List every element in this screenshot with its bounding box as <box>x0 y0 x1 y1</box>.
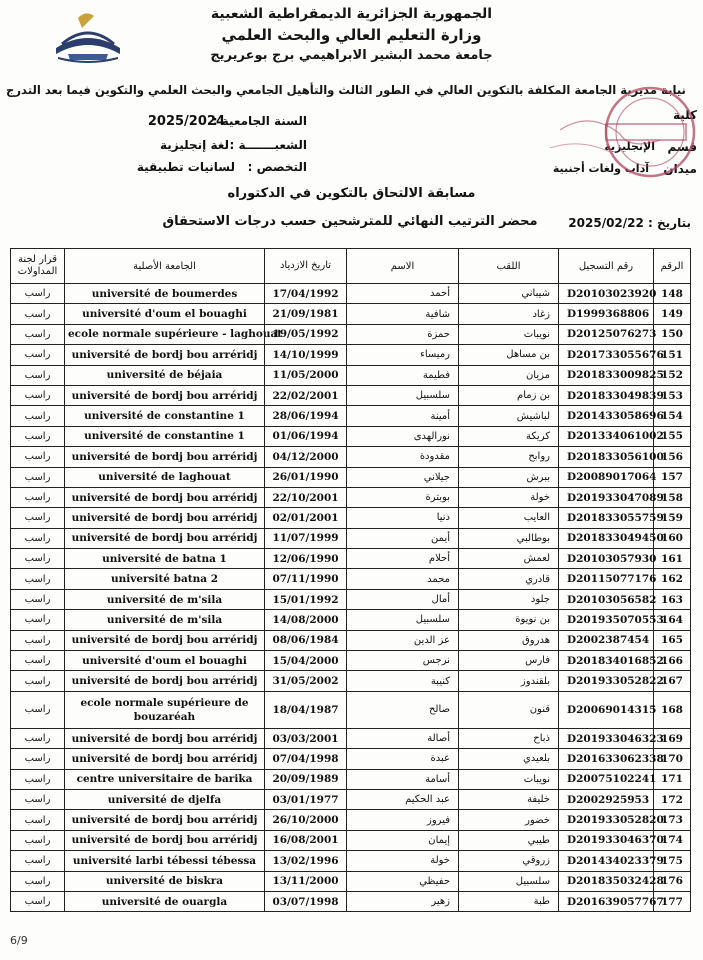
university-cell: université de bordj bou arréridj <box>65 810 265 830</box>
last-name-cell: مزيان <box>459 365 559 385</box>
registration-cell: D2002925953 <box>559 789 654 809</box>
table-row <box>11 749 691 769</box>
last-name-cell: زروقي <box>459 851 559 871</box>
decision-cell: راسب <box>11 549 65 569</box>
table-row <box>11 345 691 365</box>
university-cell: université de bordj bou arréridj <box>65 447 265 467</box>
header-decision: قرار لجنة المداولات <box>11 249 65 284</box>
first-name-cell: حفيظي <box>347 871 459 891</box>
rank-cell: 150 <box>654 324 691 344</box>
registration-cell: D1999368806 <box>559 304 654 324</box>
last-name-cell: ذباح <box>459 728 559 748</box>
decision-cell: راسب <box>11 467 65 487</box>
first-name-cell: فطيمة <box>347 365 459 385</box>
rank-cell: 159 <box>654 508 691 528</box>
last-name-cell: كريكة <box>459 426 559 446</box>
registration-cell: D201834016852 <box>559 651 654 671</box>
university-cell: université d'oum el bouaghi <box>65 651 265 671</box>
first-name-cell: أمال <box>347 589 459 609</box>
first-name-cell: كنيبة <box>347 671 459 691</box>
header-ministry: وزارة التعليم العالي والبحث العلمي <box>221 26 482 44</box>
last-name-cell: هدروق <box>459 630 559 650</box>
first-name-cell: جيلاني <box>347 467 459 487</box>
table-row <box>11 651 691 671</box>
rank-cell: 174 <box>654 830 691 850</box>
rank-cell: 158 <box>654 487 691 507</box>
rank-cell: 162 <box>654 569 691 589</box>
first-name-cell: عز الدين <box>347 630 459 650</box>
table-row <box>11 487 691 507</box>
rank-cell: 161 <box>654 549 691 569</box>
dob-cell: 11/05/2000 <box>265 365 347 385</box>
specialty-label: التخصص : <box>247 160 307 174</box>
last-name-cell: خليفة <box>459 789 559 809</box>
field-value: آداب ولغات أجنبية <box>552 162 649 175</box>
last-name-cell: لباشيش <box>459 406 559 426</box>
first-name-cell: حمزة <box>347 324 459 344</box>
rank-cell: 163 <box>654 589 691 609</box>
dob-cell: 14/10/1999 <box>265 345 347 365</box>
specialty-value: لسانيات تطبيقية <box>136 160 235 174</box>
university-cell: ecole normale supérieure de bouzaréah <box>65 691 265 728</box>
first-name-cell: رميساء <box>347 345 459 365</box>
last-name-cell: بلعيدي <box>459 749 559 769</box>
rank-cell: 166 <box>654 651 691 671</box>
university-cell: université de ouargla <box>65 891 265 911</box>
dob-cell: 17/04/1992 <box>265 284 347 304</box>
registration-cell: D201833049450 <box>559 528 654 548</box>
first-name-cell: أيمن <box>347 528 459 548</box>
competition-title: مسابقة الالتحاق بالتكوين في الدكتوراه <box>227 186 476 201</box>
first-name-cell: سلسبيل <box>347 385 459 405</box>
university-cell: université batna 2 <box>65 569 265 589</box>
dob-cell: 31/05/2002 <box>265 671 347 691</box>
header-first-name: الاسم <box>347 249 459 284</box>
last-name-cell: طيبي <box>459 830 559 850</box>
university-logo-icon <box>48 8 128 70</box>
decision-cell: راسب <box>11 447 65 467</box>
decision-cell: راسب <box>11 487 65 507</box>
first-name-cell: زهير <box>347 891 459 911</box>
table-row <box>11 589 691 609</box>
registration-cell: D201433058696 <box>559 406 654 426</box>
table-row <box>11 284 691 304</box>
table-row <box>11 385 691 405</box>
university-cell: université de bordj bou arréridj <box>65 749 265 769</box>
registration-cell: D201334061002 <box>559 426 654 446</box>
rank-cell: 168 <box>654 691 691 728</box>
dob-cell: 16/08/2001 <box>265 830 347 850</box>
registration-cell: D20115077176 <box>559 569 654 589</box>
decision-cell: راسب <box>11 810 65 830</box>
rank-cell: 149 <box>654 304 691 324</box>
university-cell: université de m'sila <box>65 589 265 609</box>
rank-cell: 164 <box>654 610 691 630</box>
decision-cell: راسب <box>11 385 65 405</box>
dob-cell: 22/02/2001 <box>265 385 347 405</box>
decision-cell: راسب <box>11 610 65 630</box>
decision-cell: راسب <box>11 728 65 748</box>
dob-cell: 04/12/2000 <box>265 447 347 467</box>
first-name-cell: خولة <box>347 851 459 871</box>
last-name-cell: بن نويوة <box>459 610 559 630</box>
registration-cell: D201733055676 <box>559 345 654 365</box>
rank-cell: 171 <box>654 769 691 789</box>
rank-cell: 148 <box>654 284 691 304</box>
table-row <box>11 304 691 324</box>
university-cell: université de bordj bou arréridj <box>65 385 265 405</box>
rank-cell: 177 <box>654 891 691 911</box>
dob-cell: 21/09/1981 <box>265 304 347 324</box>
decision-cell: راسب <box>11 671 65 691</box>
registration-cell: D201933052820 <box>559 810 654 830</box>
rank-cell: 172 <box>654 789 691 809</box>
ranking-table <box>10 248 691 912</box>
university-cell: université de boumerdes <box>65 284 265 304</box>
dob-cell: 19/05/1992 <box>265 324 347 344</box>
university-cell: université de bordj bou arréridj <box>65 630 265 650</box>
registration-cell: D20103056582 <box>559 589 654 609</box>
dob-cell: 28/06/1994 <box>265 406 347 426</box>
header-registration: رقم التسجيل <box>559 249 654 284</box>
last-name-cell: نويبات <box>459 769 559 789</box>
last-name-cell: سلسبيل <box>459 871 559 891</box>
dob-cell: 14/08/2000 <box>265 610 347 630</box>
dob-cell: 15/01/1992 <box>265 589 347 609</box>
last-name-cell: جلود <box>459 589 559 609</box>
registration-cell: D201935070553 <box>559 610 654 630</box>
first-name-cell: فيروز <box>347 810 459 830</box>
first-name-cell: عبدة <box>347 749 459 769</box>
academic-year-value: 2025/2024 <box>147 114 225 129</box>
table-row <box>11 406 691 426</box>
decision-cell: راسب <box>11 789 65 809</box>
registration-cell: D201933052822 <box>559 671 654 691</box>
table-body <box>11 284 691 912</box>
table-row <box>11 789 691 809</box>
header-university: جامعة محمد البشير الابراهيمي برج بوعريريج <box>210 48 493 63</box>
first-name-cell: بوبترة <box>347 487 459 507</box>
decision-cell: راسب <box>11 406 65 426</box>
rank-cell: 169 <box>654 728 691 748</box>
registration-cell: D201833056100 <box>559 447 654 467</box>
rank-cell: 153 <box>654 385 691 405</box>
last-name-cell: بن زمام <box>459 385 559 405</box>
dob-cell: 15/04/2000 <box>265 651 347 671</box>
last-name-cell: نويبات <box>459 324 559 344</box>
university-cell: université de béjaia <box>65 365 265 385</box>
last-name-cell: بلقندوز <box>459 671 559 691</box>
university-cell: université de batna 1 <box>65 549 265 569</box>
last-name-cell: طبة <box>459 891 559 911</box>
rank-cell: 157 <box>654 467 691 487</box>
first-name-cell: عبد الحكيم <box>347 789 459 809</box>
last-name-cell: زغاد <box>459 304 559 324</box>
university-cell: université de bordj bou arréridj <box>65 487 265 507</box>
table-row <box>11 769 691 789</box>
university-cell: centre universitaire de barika <box>65 769 265 789</box>
registration-cell: D201833049839 <box>559 385 654 405</box>
table-row <box>11 891 691 911</box>
last-name-cell: روابح <box>459 447 559 467</box>
header-university: الجامعة الأصلية <box>65 249 265 284</box>
decision-cell: راسب <box>11 630 65 650</box>
decision-cell: راسب <box>11 569 65 589</box>
university-cell: université de biskra <box>65 871 265 891</box>
header-dob: تاريخ الازدياد <box>265 249 347 284</box>
registration-cell: D201933047089 <box>559 487 654 507</box>
dob-cell: 12/06/1990 <box>265 549 347 569</box>
table-row <box>11 447 691 467</box>
university-cell: ecole normale supérieure - laghouat <box>65 324 265 344</box>
dob-cell: 22/10/2001 <box>265 487 347 507</box>
last-name-cell: قادري <box>459 569 559 589</box>
registration-cell: D2002387454 <box>559 630 654 650</box>
page-number: 6/9 <box>10 934 28 947</box>
registration-cell: D20125076273 <box>559 324 654 344</box>
university-cell: université de m'sila <box>65 610 265 630</box>
dob-cell: 03/07/1998 <box>265 891 347 911</box>
dob-cell: 03/03/2001 <box>265 728 347 748</box>
table-row <box>11 691 691 728</box>
dob-cell: 26/01/1990 <box>265 467 347 487</box>
branch-label: الشعبـــــــة : <box>229 138 307 152</box>
decision-cell: راسب <box>11 528 65 548</box>
department-label: قسم <box>667 140 697 154</box>
table-row <box>11 528 691 548</box>
university-cell: université de djelfa <box>65 789 265 809</box>
registration-cell: D20103023920 <box>559 284 654 304</box>
rank-cell: 175 <box>654 851 691 871</box>
first-name-cell: أسامة <box>347 769 459 789</box>
date-label: بتاريخ : <box>648 216 691 230</box>
rank-cell: 167 <box>654 671 691 691</box>
table-row <box>11 365 691 385</box>
last-name-cell: ببرش <box>459 467 559 487</box>
dob-cell: 20/09/1989 <box>265 769 347 789</box>
report-date <box>568 216 691 230</box>
rank-cell: 170 <box>654 749 691 769</box>
first-name-cell: نرجس <box>347 651 459 671</box>
university-cell: université de laghouat <box>65 467 265 487</box>
last-name-cell: خولة <box>459 487 559 507</box>
decision-cell: راسب <box>11 345 65 365</box>
first-name-cell: مقدودة <box>347 447 459 467</box>
first-name-cell: أصالة <box>347 728 459 748</box>
first-name-cell: محمد <box>347 569 459 589</box>
last-name-cell: فارس <box>459 651 559 671</box>
table-row <box>11 549 691 569</box>
academic-year-label: السنة الجامعية : <box>212 114 307 128</box>
rank-cell: 176 <box>654 871 691 891</box>
table-row <box>11 569 691 589</box>
last-name-cell: لعمش <box>459 549 559 569</box>
header-vice-rectorate: نيابة مديرية الجامعة المكلفة بالتكوين العالي في الطور الثالث والتأهيل الجامعي والبحث العلمي والتكوين فيما بعد التدرج <box>6 83 686 97</box>
branch-value: لغة إنجليزية <box>159 138 229 152</box>
registration-cell: D201933046323 <box>559 728 654 748</box>
decision-cell: راسب <box>11 426 65 446</box>
dob-cell: 08/06/1984 <box>265 630 347 650</box>
last-name-cell: العايب <box>459 508 559 528</box>
rank-cell: 156 <box>654 447 691 467</box>
table-row <box>11 830 691 850</box>
registration-cell: D20069014315 <box>559 691 654 728</box>
rank-cell: 160 <box>654 528 691 548</box>
official-stamp-icon <box>520 90 680 170</box>
decision-cell: راسب <box>11 324 65 344</box>
rank-cell: 152 <box>654 365 691 385</box>
decision-cell: راسب <box>11 589 65 609</box>
university-cell: université larbi tébessi tébessa <box>65 851 265 871</box>
table-row <box>11 728 691 748</box>
department-value: الإنجليزية <box>604 140 655 153</box>
decision-cell: راسب <box>11 851 65 871</box>
table-row <box>11 851 691 871</box>
dob-cell: 11/07/1999 <box>265 528 347 548</box>
header-rank: الرقم <box>654 249 691 284</box>
first-name-cell: أحلام <box>347 549 459 569</box>
date-value: 2025/02/22 <box>568 216 644 230</box>
header-republic: الجمهورية الجزائرية الديمقراطية الشعبية <box>210 6 493 22</box>
university-cell: université d'oum el bouaghi <box>65 304 265 324</box>
decision-cell: راسب <box>11 871 65 891</box>
decision-cell: راسب <box>11 830 65 850</box>
rank-cell: 154 <box>654 406 691 426</box>
first-name-cell: أمينة <box>347 406 459 426</box>
last-name-cell: بن مساهل <box>459 345 559 365</box>
first-name-cell: صالح <box>347 691 459 728</box>
first-name-cell: نورالهدى <box>347 426 459 446</box>
first-name-cell: شافية <box>347 304 459 324</box>
rank-cell: 151 <box>654 345 691 365</box>
decision-cell: راسب <box>11 891 65 911</box>
dob-cell: 07/11/1990 <box>265 569 347 589</box>
decision-cell: راسب <box>11 365 65 385</box>
report-title: محضر الترتيب النهائي للمترشحين حسب درجات الاستحقاق <box>162 214 538 229</box>
registration-cell: D201833009825 <box>559 365 654 385</box>
university-cell: université de bordj bou arréridj <box>65 830 265 850</box>
dob-cell: 02/01/2001 <box>265 508 347 528</box>
table-header-row <box>11 249 691 284</box>
last-name-cell: بوطالبي <box>459 528 559 548</box>
last-name-cell: قنون <box>459 691 559 728</box>
registration-cell: D201933046370 <box>559 830 654 850</box>
registration-cell: D201835032428 <box>559 871 654 891</box>
table-row <box>11 426 691 446</box>
dob-cell: 07/04/1998 <box>265 749 347 769</box>
table-row <box>11 871 691 891</box>
header-last-name: اللقب <box>459 249 559 284</box>
rank-cell: 155 <box>654 426 691 446</box>
dob-cell: 13/11/2000 <box>265 871 347 891</box>
registration-cell: D20089017064 <box>559 467 654 487</box>
field-label: ميدان <box>663 162 697 176</box>
table-row <box>11 810 691 830</box>
last-name-cell: شيباني <box>459 284 559 304</box>
dob-cell: 03/01/1977 <box>265 789 347 809</box>
table-row <box>11 467 691 487</box>
registration-cell: D20075102241 <box>559 769 654 789</box>
registration-cell: D201633062338 <box>559 749 654 769</box>
university-cell: université de constantine 1 <box>65 406 265 426</box>
table-row <box>11 630 691 650</box>
rank-cell: 165 <box>654 630 691 650</box>
first-name-cell: إيمان <box>347 830 459 850</box>
decision-cell: راسب <box>11 651 65 671</box>
university-cell: université de bordj bou arréridj <box>65 345 265 365</box>
dob-cell: 18/04/1987 <box>265 691 347 728</box>
university-cell: université de bordj bou arréridj <box>65 728 265 748</box>
university-cell: université de constantine 1 <box>65 426 265 446</box>
table-row <box>11 324 691 344</box>
dob-cell: 01/06/1994 <box>265 426 347 446</box>
first-name-cell: دنيا <box>347 508 459 528</box>
dob-cell: 26/10/2000 <box>265 810 347 830</box>
dob-cell: 13/02/1996 <box>265 851 347 871</box>
decision-cell: راسب <box>11 769 65 789</box>
decision-cell: راسب <box>11 508 65 528</box>
first-name-cell: سلسبيل <box>347 610 459 630</box>
decision-cell: راسب <box>11 691 65 728</box>
first-name-cell: أحمد <box>347 284 459 304</box>
university-cell: université de bordj bou arréridj <box>65 508 265 528</box>
university-cell: université de bordj bou arréridj <box>65 528 265 548</box>
table-row <box>11 508 691 528</box>
decision-cell: راسب <box>11 749 65 769</box>
faculty-label: كلية <box>672 108 697 122</box>
registration-cell: D20103057930 <box>559 549 654 569</box>
registration-cell: D201639057767 <box>559 891 654 911</box>
decision-cell: راسب <box>11 284 65 304</box>
table-row <box>11 610 691 630</box>
rank-cell: 173 <box>654 810 691 830</box>
registration-cell: D201833055759 <box>559 508 654 528</box>
registration-cell: D201434023379 <box>559 851 654 871</box>
university-cell: université de bordj bou arréridj <box>65 671 265 691</box>
last-name-cell: خضور <box>459 810 559 830</box>
table-row <box>11 671 691 691</box>
decision-cell: راسب <box>11 304 65 324</box>
